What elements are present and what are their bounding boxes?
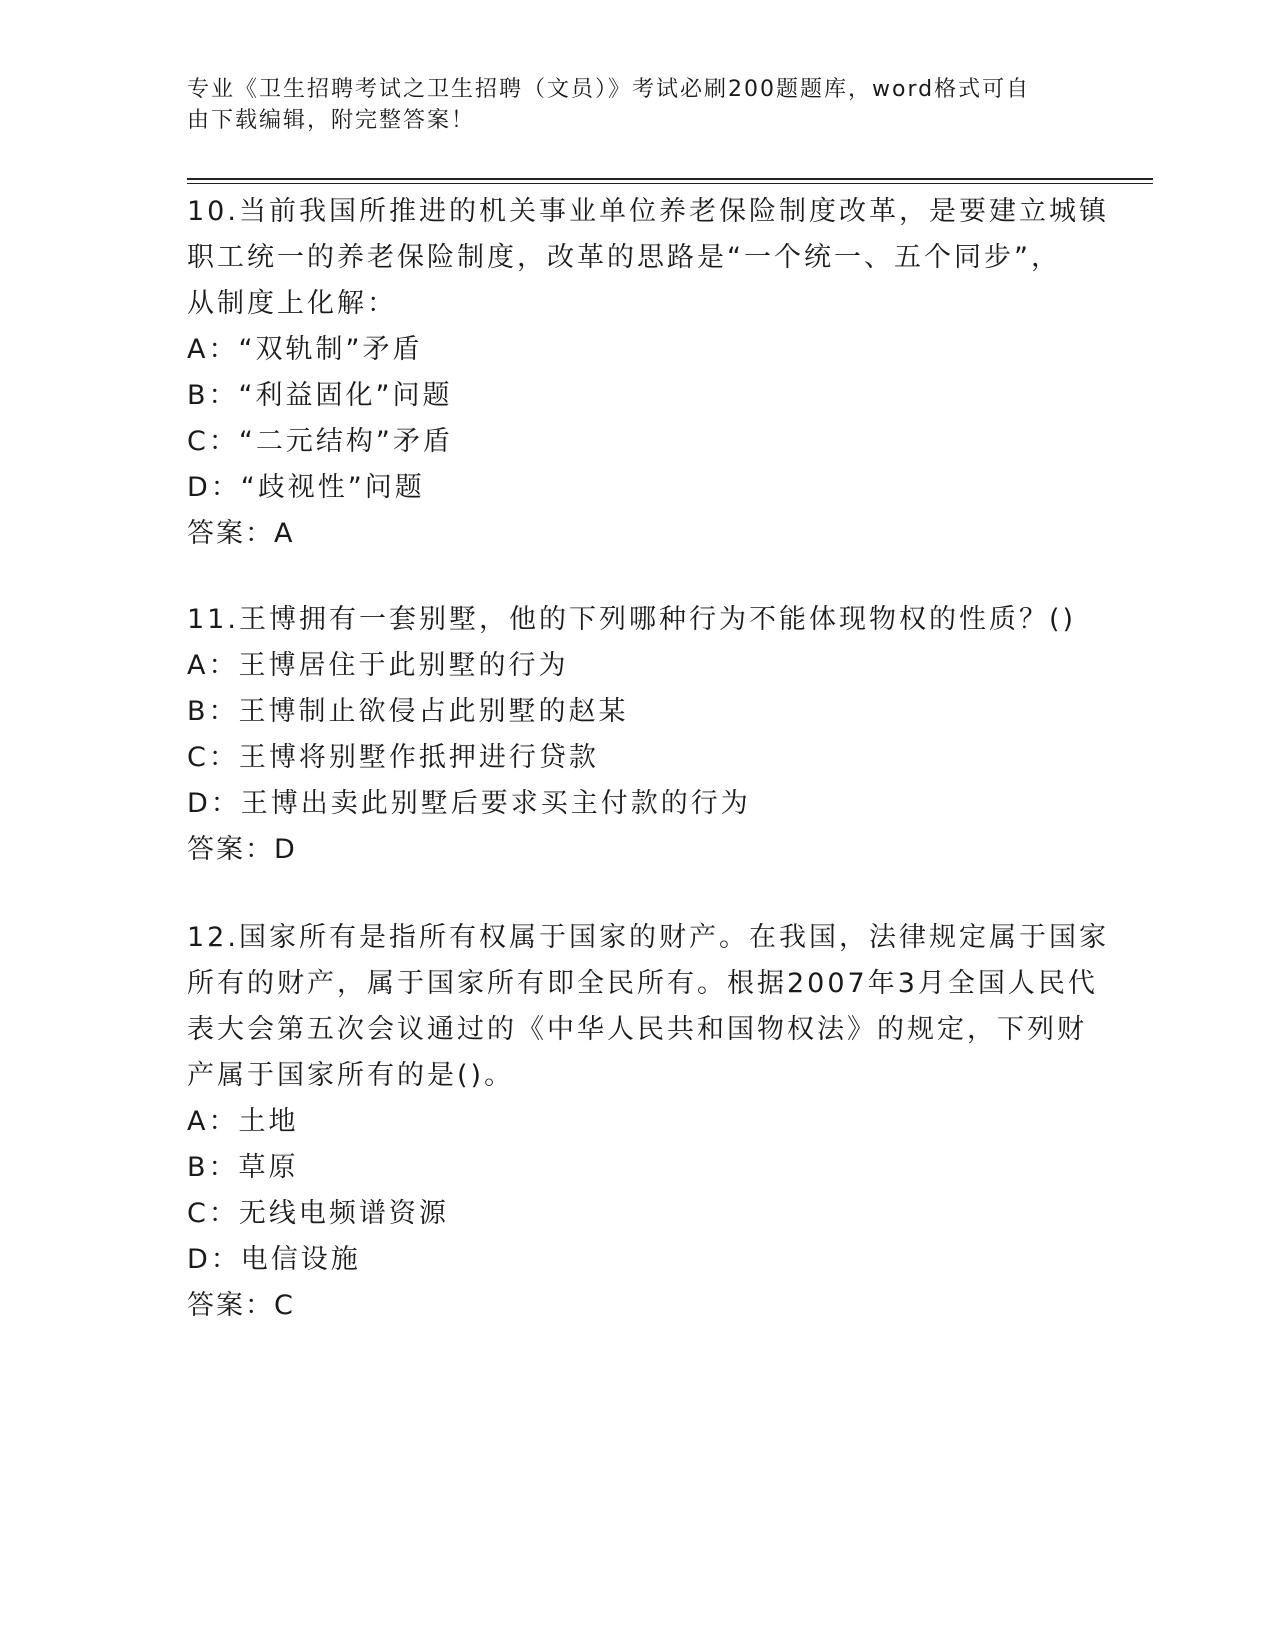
- option-d: D：电信设施: [187, 1244, 361, 1275]
- question-12: [187, 915, 1109, 1329]
- answer: 答案：A: [187, 518, 295, 549]
- header-divider-thick: [187, 178, 1153, 180]
- document-header: [187, 74, 1087, 136]
- option-c: C：王博将别墅作抵押进行贷款: [187, 742, 599, 773]
- question-stem-line: 职工统一的养老保险制度，改革的思路是“一个统一、五个同步”，: [187, 242, 1061, 273]
- option-b: B：“利益固化”问题: [187, 380, 453, 411]
- option-a: A：土地: [187, 1106, 299, 1137]
- question-stem-line: 所有的财产，属于国家所有即全民所有。根据2007年3月全国人民代: [187, 968, 1098, 999]
- question-stem-line: 从制度上化解：: [187, 288, 397, 319]
- header-line-1: 专业《卫生招聘考试之卫生招聘（文员）》考试必刷200题题库，word格式可自: [187, 77, 1031, 102]
- question-stem-line: 10.当前我国所推进的机关事业单位养老保险制度改革，是要建立城镇: [187, 196, 1109, 227]
- option-a: A：“双轨制”矛盾: [187, 334, 423, 365]
- option-d: D：“歧视性”问题: [187, 472, 425, 503]
- question-stem-line: 产属于国家所有的是()。: [187, 1060, 515, 1091]
- question-stem-line: 11.王博拥有一套别墅，他的下列哪种行为不能体现物权的性质？(): [187, 604, 1077, 635]
- option-b: B：草原: [187, 1152, 299, 1183]
- answer: 答案：D: [187, 834, 297, 865]
- question-10: [187, 189, 1109, 557]
- option-c: C：“二元结构”矛盾: [187, 426, 453, 457]
- header-divider-thin: [187, 183, 1153, 184]
- question-11: [187, 597, 1087, 873]
- header-line-2: 由下载编辑，附完整答案！: [187, 108, 476, 133]
- option-d: D：王博出卖此别墅后要求买主付款的行为: [187, 788, 751, 819]
- option-c: C：无线电频谱资源: [187, 1198, 449, 1229]
- option-a: A：王博居住于此别墅的行为: [187, 650, 569, 681]
- answer: 答案：C: [187, 1290, 295, 1321]
- question-stem-line: 表大会第五次会议通过的《中华人民共和国物权法》的规定，下列财: [187, 1014, 1087, 1045]
- option-b: B：王博制止欲侵占此别墅的赵某: [187, 696, 629, 727]
- question-stem-line: 12.国家所有是指所有权属于国家的财产。在我国，法律规定属于国家: [187, 922, 1109, 953]
